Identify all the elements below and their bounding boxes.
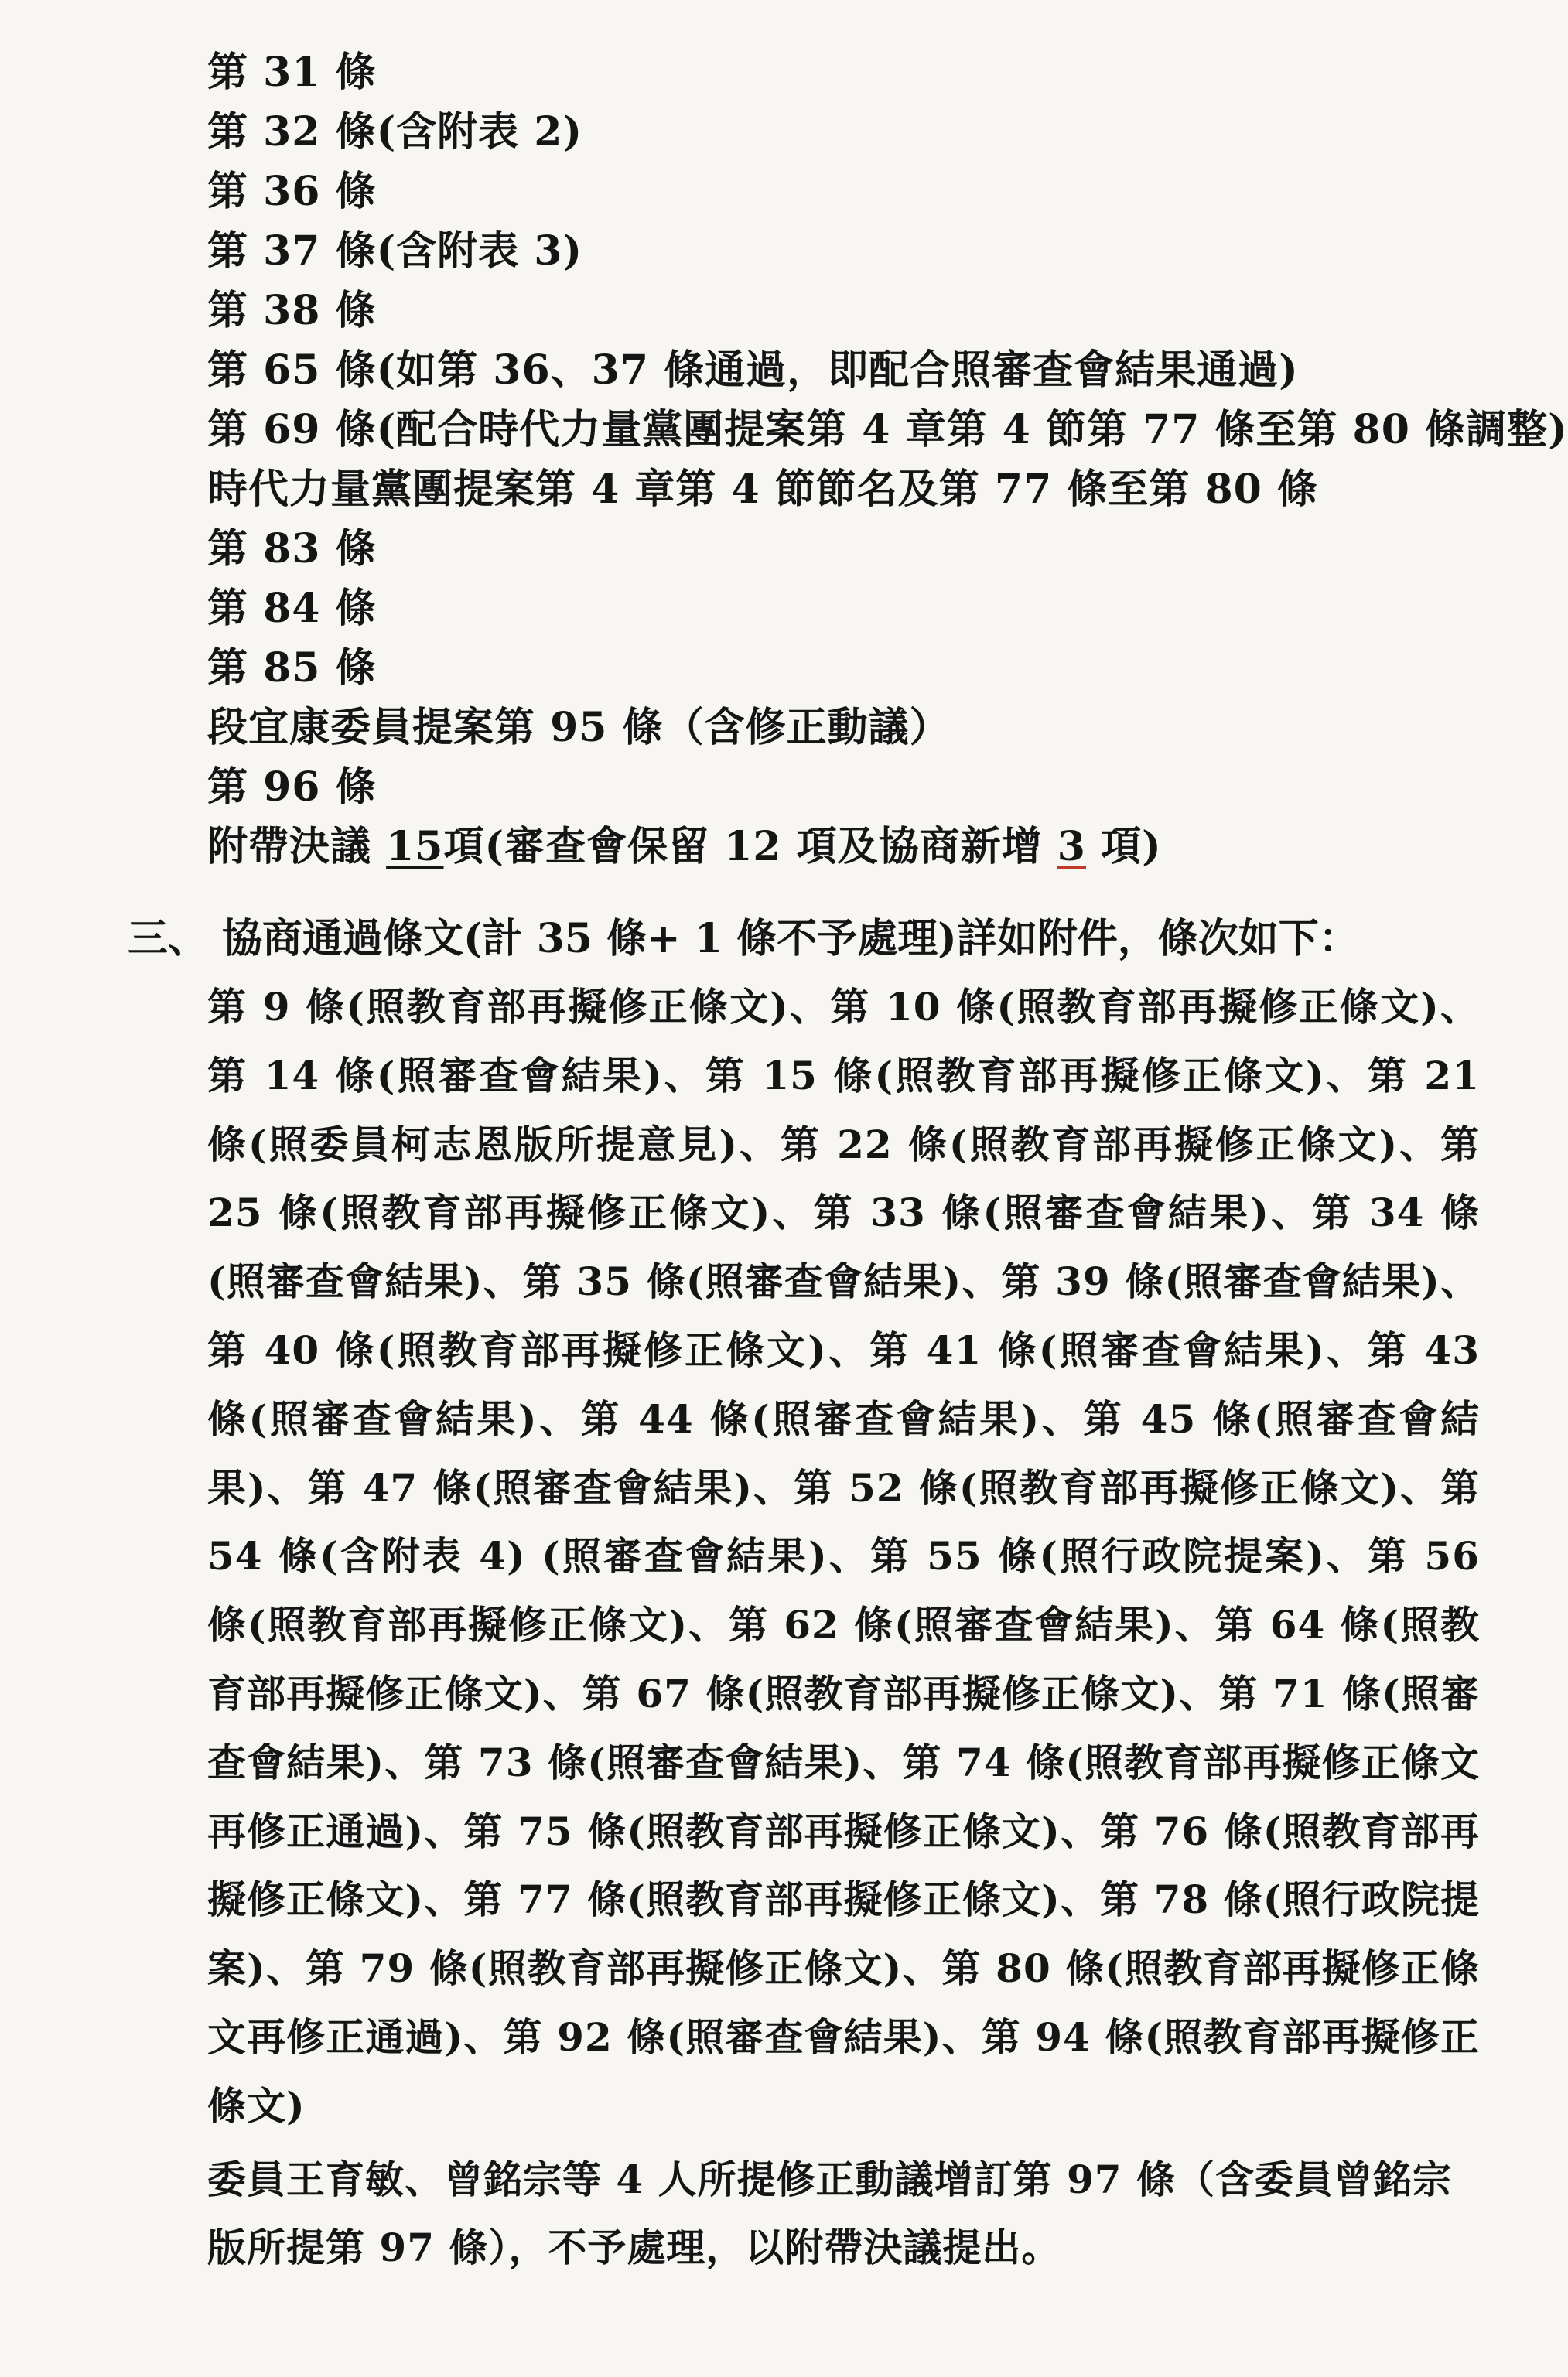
resolutions-added-count: 3 (1057, 823, 1086, 870)
resolutions-line (207, 817, 1568, 876)
list-item: 時代力量黨團提案第 4 章第 4 節節名及第 77 條至第 80 條 (207, 466, 1318, 513)
list-item: 第 69 條(配合時代力量黨團提案第 4 章第 4 節第 77 條至第 80 條調整) (207, 406, 1568, 453)
resolutions-prefix: 附帶決議 (207, 823, 372, 870)
resolutions-count: 15 (386, 823, 444, 870)
section-three-heading (128, 905, 1481, 973)
articles-list (207, 43, 1568, 876)
section-title: 協商通過條文(計 35 條+ 1 條不予處理)詳如附件，條次如下： (222, 915, 1359, 962)
section-three-note: 委員王育敏、曾銘宗等 4 人所提修正動議增訂第 97 條（含委員曾銘宗版所提第 97 條），不予處理，以附帶決議提出。 (207, 2156, 1452, 2270)
list-item: 第 96 條 (207, 763, 377, 811)
list-item: 第 38 條 (207, 287, 377, 334)
list-item: 第 36 條 (207, 168, 377, 215)
resolutions-unit: 項(審查會保留 12 項及協商新增 (443, 823, 1043, 870)
section-three-body: 第 9 條(照教育部再擬修正條文)、第 10 條(照教育部再擬修正條文)、第 14 條(照審查會結果)、第 15 條(照教育部再擬修正條文)、第 21 條(照委員柯志恩版所提意見)、第 22 條(照教育部再擬修正條文)、第 25 條(照教育部再擬修正條文)、第 33 條(照審查會結果)、第 34 條(照審查會結果)、第 35 條(照審查會結果)、第 39 條(照審查會結果)、第 40 條(照教育部再擬修正條文)、第 41 條(照審查會結果)、第 43 條(照審查會結果)、第 44 條(照審查會結果)、第 45 條(照審查會結果)、第 47 條(照審查會結果)、第 52 條(照教育部再擬修正條文)、第 54 條(含附表 4) (照審查會結果)、第 55 條(照行政院提案)、第 56 條(照教育部再擬修正條文)、第 62 條(照審查會結果)、第 64 條(照教育部再擬修正條文)、第 67 條(照教育部再擬修正條文)、第 71 條(照審查會結果)、第 73 條(照審查會結果)、第 74 條(照教育部再擬修正條文再修正通過)、第 75 條(照教育部再擬修正條文)、第 76 條(照教育部再擬修正條文)、第 77 條(照教育部再擬修正條文)、第 78 條(照行政院提案)、第 79 條(照教育部再擬修正條文)、第 80 條(照教育部再擬修正條文再修正通過)、第 92 條(照審查會結果)、第 94 條(照教育部再擬修正條文) (207, 984, 1480, 2129)
resolutions-suffix: 項) (1101, 823, 1162, 870)
list-item: 段宜康委員提案第 95 條（含修正動議） (207, 704, 951, 751)
list-item: 第 84 條 (207, 585, 377, 632)
list-item: 第 31 條 (207, 49, 377, 96)
section-three (128, 905, 1481, 2282)
list-item: 第 32 條(含附表 2) (207, 108, 583, 155)
section-marker: 三、 (128, 915, 209, 962)
list-item: 第 85 條 (207, 644, 377, 692)
list-item: 第 37 條(含附表 3) (207, 227, 583, 275)
list-item: 第 83 條 (207, 525, 377, 572)
list-item: 第 65 條(如第 36、37 條通過，即配合照審查會結果通過) (207, 347, 1299, 394)
